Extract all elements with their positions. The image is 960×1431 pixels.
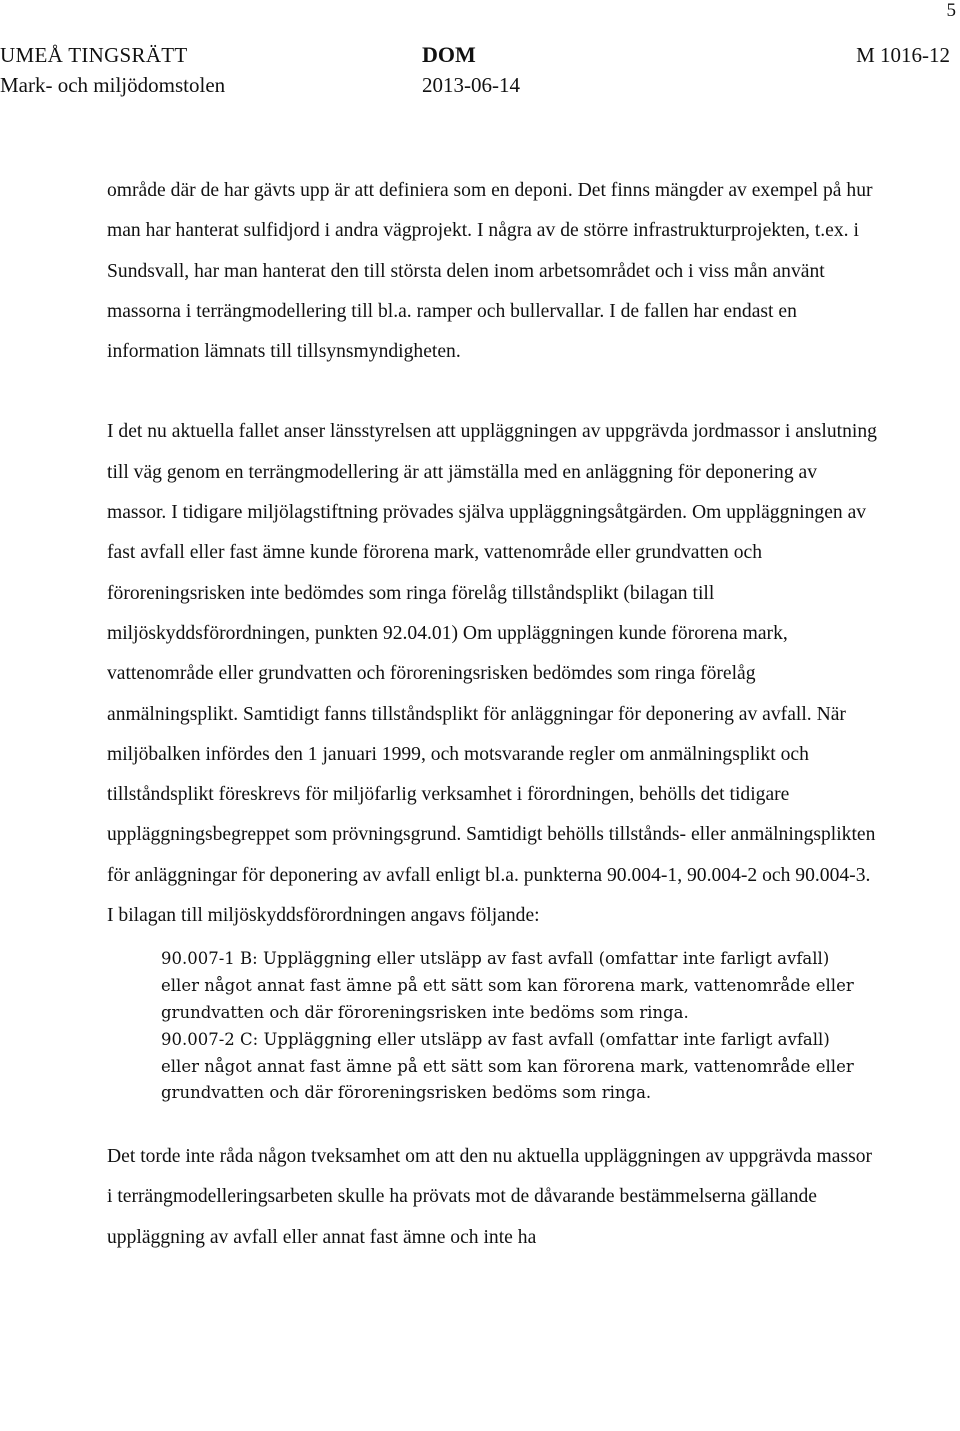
court-name: UMEÅ TINGSRÄTT <box>0 43 188 67</box>
header-center <box>422 40 520 100</box>
case-number: M 1016-12 <box>856 43 950 67</box>
quote-item-c: 90.007-2 C: Uppläggning eller utsläpp av fast avfall (omfattar inte farligt avfall) eller något annat fast ämne på ett sätt som kan förorena mark, vattenområde eller grundvatten och där föroreningsrisken bedöms som ringa. <box>161 1029 854 1103</box>
paragraph-2: I det nu aktuella fallet anser länsstyrelsen att uppläggningen av uppgrävda jordmassor i anslutning till väg genom en terrängmodellering är att jämställa med en anläggning för deponering av massor. I tidigare miljölagstiftning prövades själva uppläggningsåtgärden. Om uppläggningen av fast avfall eller fast ämne kunde förorena mark, vattenområde eller grundvatten och föroreningsrisken inte bedömdes som ringa förelåg tillståndsplikt (bilagan till miljöskyddsförordningen, punkten 92.04.01) Om uppläggningen kunde förorena mark, vattenområde eller grundvatten och föroreningsrisken bedömdes som ringa förelåg anmälningsplikt. Samtidigt fanns tillståndsplikt för anläggningar för deponering av avfall. När miljöbalken infördes den 1 januari 1999, och motsvarande regler om anmälningsplikt och tillståndsplikt föreskrevs för miljöfarlig verksamhet i förordningen, behölls det tidigare uppläggningsbegreppet som prövningsgrund. Samtidigt behölls tillstånds- eller anmälningsplikten för anläggningar för deponering av avfall enligt bl.a. punkterna 90.004-1, 90.004-2 och 90.004-3. I bilagan till miljöskyddsförordningen angavs följande: <box>107 421 877 927</box>
header-right <box>856 40 950 70</box>
document-type: DOM <box>422 42 476 67</box>
page-number: 5 <box>946 0 956 21</box>
paragraph-1: område där de har gävts upp är att definiera som en deponi. Det finns mängder av exempel på hur man har hanterat sulfidjord i andra vägprojekt. I några av de större infrastrukturprojekten, t.ex. i Sundsvall, har man hanterat den till största delen inom arbetsområdet och i viss mån använt massorna i terrängmodellering till bl.a. ramper och bullervallar. I de fallen har endast en information lämnats till tillsynsmyndigheten. <box>107 180 873 363</box>
quote-item-b: 90.007-1 B: Uppläggning eller utsläpp av fast avfall (omfattar inte farligt avfall) eller något annat fast ämne på ett sätt som kan förorena mark, vattenområde eller grundvatten och där föroreningsrisken inte bedöms som ringa. <box>161 949 854 1022</box>
header-left <box>0 40 225 100</box>
document-date: 2013-06-14 <box>422 73 520 97</box>
quoted-regulation <box>161 946 861 1107</box>
document-body <box>107 171 877 1258</box>
court-department: Mark- och miljödomstolen <box>0 73 226 97</box>
paragraph-3: Det torde inte råda någon tveksamhet om att den nu aktuella uppläggningen av uppgrävda massor i terrängmodelleringsarbeten skulle ha prövats mot de dåvarande bestämmelserna gällande uppläggning av avfall eller annat fast ämne och inte ha <box>107 1146 873 1248</box>
document-header <box>0 40 960 100</box>
